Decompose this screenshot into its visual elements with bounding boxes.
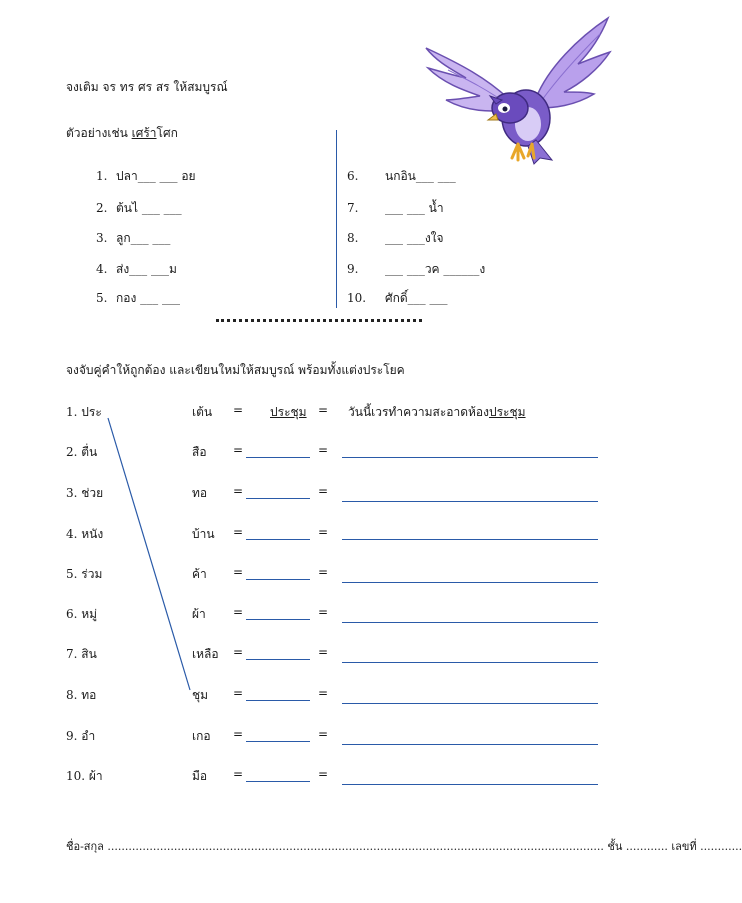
- instruction-fill-in: จงเติม จร ทร ศร สร ให้สมบูรณ์: [66, 80, 228, 94]
- sentence-blank[interactable]: [342, 582, 598, 583]
- match-left-word: 8. ทอ: [66, 688, 97, 702]
- match-left-word: 5. ร่วม: [66, 567, 103, 581]
- answer-blank[interactable]: [246, 619, 310, 620]
- sentence-blank[interactable]: [342, 501, 598, 502]
- answer-blank[interactable]: [246, 579, 310, 580]
- answer-word: ประชุม: [270, 405, 307, 419]
- name-field[interactable]: ..............................................................................................................................................: [107, 840, 604, 853]
- instruction-matching: จงจับคู่คำให้ถูกต้อง และเขียนใหม่ให้สมบูรณ์ พร้อมทั้งแต่งประโยค: [66, 363, 405, 377]
- list-item: 4. ส่ง___ ___ม: [96, 262, 177, 276]
- match-left-word: 10. ผ้า: [66, 769, 103, 783]
- equals-sign: =: [233, 686, 244, 700]
- equals-sign: =: [318, 767, 329, 781]
- example-sentence: [348, 403, 526, 422]
- equals-sign: =: [318, 484, 329, 498]
- sentence-blank[interactable]: [342, 539, 598, 540]
- answer-blank[interactable]: [246, 539, 310, 540]
- equals-sign: =: [318, 686, 329, 700]
- example-prefix: ตัวอย่างเช่น: [66, 126, 132, 140]
- match-left-word: 9. อำ: [66, 729, 96, 743]
- sentence-blank[interactable]: [342, 457, 598, 458]
- example-line: [66, 124, 178, 143]
- answer-blank[interactable]: [246, 741, 310, 742]
- sentence-blank[interactable]: [342, 784, 598, 785]
- match-right-word: เกอ: [192, 729, 211, 743]
- equals-sign: =: [233, 605, 244, 619]
- match-right-word: ชุม: [192, 688, 209, 702]
- equals-sign: =: [233, 443, 244, 457]
- equals-sign: =: [233, 525, 244, 539]
- match-left-word: 1. ประ: [66, 405, 102, 419]
- answer-blank[interactable]: [246, 700, 310, 701]
- footer: [66, 837, 742, 855]
- match-right-word: ค้า: [192, 567, 207, 581]
- match-left-word: 6. หมู่: [66, 607, 98, 621]
- list-item: 7. ___ ___ น้ำ: [347, 201, 444, 215]
- equals-sign: =: [318, 443, 329, 457]
- equals-sign: =: [318, 605, 329, 619]
- list-item: 5. กอง ___ ___: [96, 291, 180, 305]
- sentence-text: วันนี้เวรทำความสะอาดห้อง: [348, 405, 489, 419]
- equals-sign: =: [318, 727, 329, 741]
- number-field[interactable]: ............: [700, 840, 742, 853]
- column-divider: [336, 130, 337, 308]
- list-item: 2. ต้นไ ___ ___: [96, 201, 182, 215]
- equals-sign: =: [233, 645, 244, 659]
- class-label: ชั้น: [607, 840, 623, 853]
- number-label: เลขที่: [671, 840, 697, 853]
- list-item: 3. ลูก___ ___: [96, 231, 171, 245]
- match-right-word: ทอ: [192, 486, 208, 500]
- example-suffix: โศก: [156, 126, 178, 140]
- sentence-blank[interactable]: [342, 744, 598, 745]
- list-item: 10. ศักดิ์___ ___: [347, 291, 448, 305]
- equals-sign: =: [318, 645, 329, 659]
- match-left-word: 4. หนัง: [66, 527, 104, 541]
- answer-blank[interactable]: [246, 457, 310, 458]
- sentence-blank[interactable]: [342, 622, 598, 623]
- purple-bird-icon: [418, 8, 614, 168]
- match-right-word: เต้น: [192, 405, 213, 419]
- name-label: ชื่อ-สกุล: [66, 840, 104, 853]
- equals-sign: =: [233, 484, 244, 498]
- match-left-word: 3. ช่วย: [66, 486, 104, 500]
- answer-blank[interactable]: [246, 659, 310, 660]
- equals-sign: =: [318, 565, 329, 579]
- equals-sign: =: [233, 565, 244, 579]
- equals-sign: =: [233, 403, 244, 417]
- list-item: 8. ___ ___งใจ: [347, 231, 444, 245]
- list-item: 9. ___ ___วค ______ง: [347, 262, 486, 276]
- equals-sign: =: [233, 767, 244, 781]
- match-left-word: 2. ตื่น: [66, 445, 98, 459]
- sentence-underlined-word: ประชุม: [488, 405, 526, 419]
- sentence-blank[interactable]: [342, 662, 598, 663]
- list-item: 1. ปลา___ ___ อย: [96, 169, 196, 183]
- list-item: 6. นกอิน___ ___: [347, 169, 456, 183]
- match-right-word: มือ: [192, 769, 208, 783]
- equals-sign: =: [318, 403, 329, 417]
- match-right-word: เหลือ: [192, 647, 219, 661]
- answer-blank[interactable]: [246, 498, 310, 499]
- class-field[interactable]: ............: [625, 840, 668, 853]
- match-right-word: ผ้า: [192, 607, 206, 621]
- equals-sign: =: [233, 727, 244, 741]
- section-divider: [216, 319, 422, 322]
- match-left-word: 7. สิน: [66, 647, 97, 661]
- answer-blank[interactable]: [246, 781, 310, 782]
- sentence-blank[interactable]: [342, 703, 598, 704]
- equals-sign: =: [318, 525, 329, 539]
- match-right-word: บ้าน: [192, 527, 215, 541]
- example-underlined-word: เศร้า: [131, 126, 157, 140]
- match-right-word: สือ: [192, 445, 207, 459]
